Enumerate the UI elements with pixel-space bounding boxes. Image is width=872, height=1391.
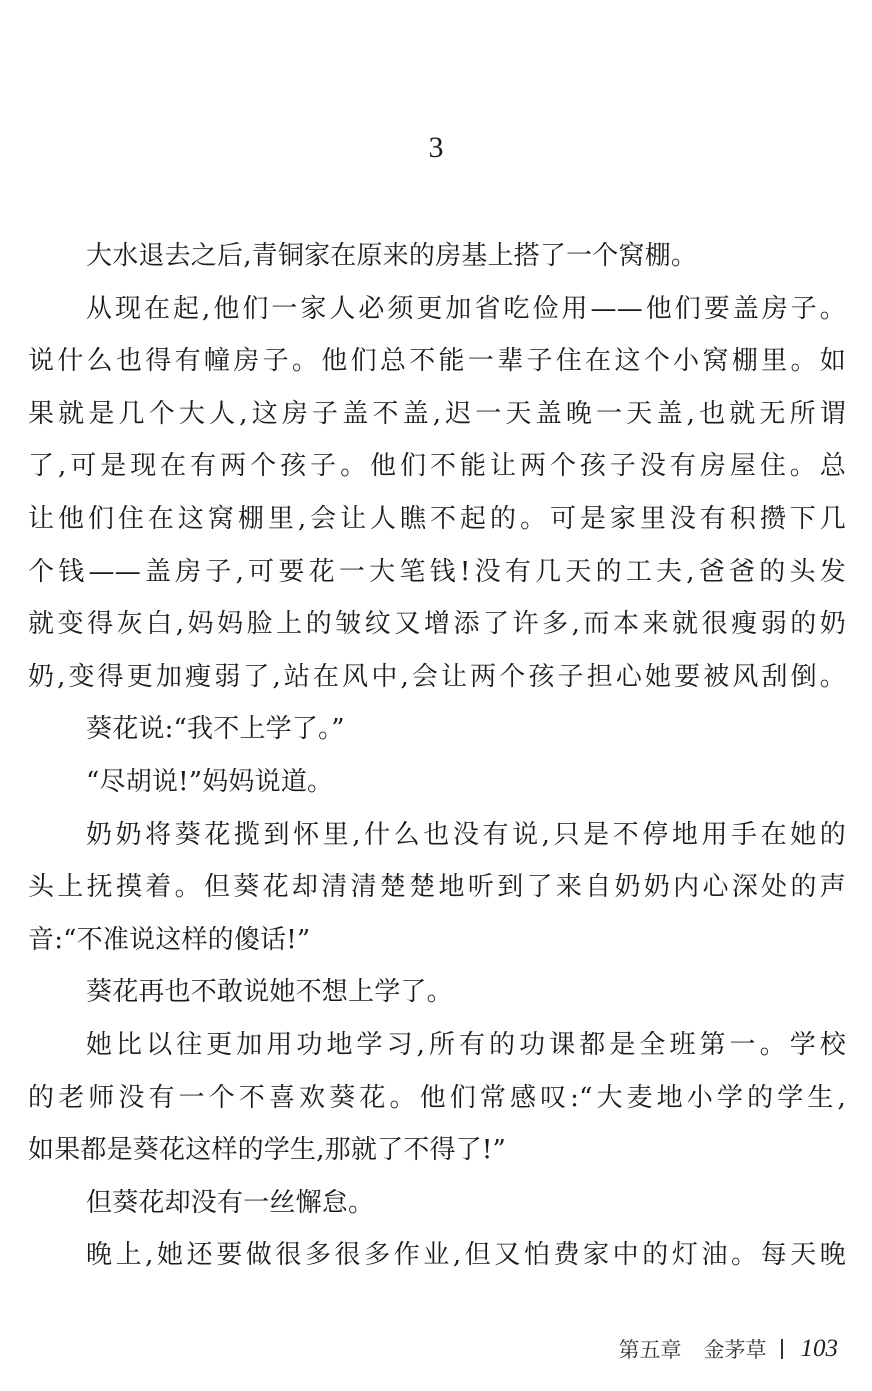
- section-number: 3: [428, 131, 444, 164]
- text-line: 葵花再也不敢说她不想上学了。: [86, 977, 453, 1008]
- text-line: 如果都是葵花这样的学生,那就了不得了!”: [28, 1135, 507, 1166]
- text-line: 音:“不准说这样的傻话!”: [28, 924, 311, 955]
- text-line: 大水退去之后,青铜家在原来的房基上搭了一个窝棚。: [86, 241, 698, 271]
- text-line: 但葵花却没有一丝懈怠。: [86, 1187, 375, 1218]
- text-line: 让他们住在这窝棚里,会让人瞧不起的。可是家里没有积攒下几: [28, 503, 846, 534]
- footer-separator: [781, 1339, 783, 1359]
- body-text: [28, 230, 846, 1282]
- text-line: 头上抚摸着。但葵花却清清楚楚地听到了来自奶奶内心深处的声: [28, 872, 846, 903]
- text-line: 说什么也得有幢房子。他们总不能一辈子住在这个小窝棚里。如: [28, 346, 846, 377]
- text-line: 就变得灰白,妈妈脸上的皱纹又增添了许多,而本来就很瘦弱的奶: [28, 609, 846, 640]
- text-line: 从现在起,他们一家人必须更加省吃俭用——他们要盖房子。: [86, 293, 846, 324]
- page-footer: [619, 1334, 839, 1364]
- text-line: 了,可是现在有两个孩子。他们不能让两个孩子没有房屋住。总: [28, 451, 846, 482]
- text-line: 的老师没有一个不喜欢葵花。他们常感叹:“大麦地小学的学生,: [28, 1082, 846, 1113]
- text-line: 晚上,她还要做很多很多作业,但又怕费家中的灯油。每天晚: [86, 1240, 846, 1271]
- chapter-title: 金茅草: [703, 1338, 767, 1362]
- chapter-label: 第五章: [618, 1338, 682, 1362]
- text-line: “尽胡说!”妈妈说道。: [86, 766, 334, 797]
- page-number: 103: [800, 1335, 838, 1362]
- text-line: 个钱——盖房子,可要花一大笔钱!没有几天的工夫,爸爸的头发: [28, 556, 846, 587]
- text-line: 葵花说:“我不上学了。”: [86, 714, 345, 745]
- text-line: 奶奶将葵花揽到怀里,什么也没有说,只是不停地用手在她的: [86, 819, 846, 850]
- text-line: 奶,变得更加瘦弱了,站在风中,会让两个孩子担心她要被风刮倒。: [28, 661, 846, 692]
- text-line: 果就是几个大人,这房子盖不盖,迟一天盖晚一天盖,也就无所谓: [28, 398, 846, 429]
- text-line: 她比以往更加用功地学习,所有的功课都是全班第一。学校: [86, 1029, 846, 1060]
